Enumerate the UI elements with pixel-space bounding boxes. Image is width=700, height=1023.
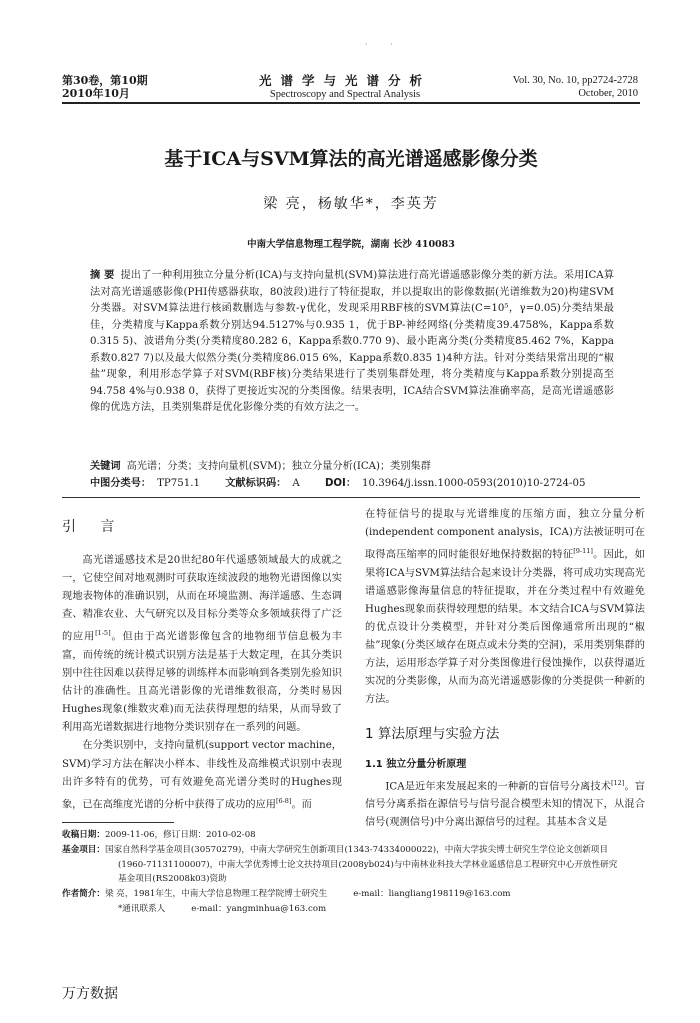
corresponding-email[interactable]: e-mail：yangminhua@163.com [191, 903, 327, 914]
clc-number: TP751.1 [157, 478, 200, 489]
abstract-label: 摘 要 [90, 270, 115, 281]
issue-info-cn [62, 74, 148, 100]
issue-info-en [470, 74, 638, 100]
fund-label: 基金项目： [62, 844, 105, 855]
section-1-heading: 1 算法原理与实验方法 [365, 726, 500, 743]
clc-label: 中图分类号： [90, 478, 152, 489]
journal-header [230, 74, 460, 101]
doc-code: A [292, 478, 300, 489]
keywords-block [90, 458, 614, 492]
doc-code-label: 文献标识码： [225, 478, 287, 489]
abstract [90, 268, 614, 417]
watermark-text: 万方数据 [62, 986, 118, 1002]
received-dates: 2009-11-06，修订日期：2010-02-08 [104, 830, 256, 840]
left-column [62, 518, 342, 814]
intro-paragraph-3: 在特征信号的提取与光谱维度的压缩方面，独立分量分析(independent component analysis，ICA)方法被证明可在取得高压缩率的同时能很好地保持数据的特征[9-11]。因此，如果将ICA与SVM算法结合起来设计分类器，将可成功实现高光谱遥感影像海量信息的特征提取，并在分类过程中有效避免Hughes现象而获得较理想的结果。本文结合ICA与SVM算法的优点设计分类模型，并针对分类后图像通常所出现的“椒盐”现象(分类区域存在斑点或未分类的空洞)，采用类别集群的方法，运用形态学算子对分类图像进行侵蚀操作，以获得逼近实况的分类影像，从而为高光谱遥感影像的分类提供一种新的方法。 [365, 509, 645, 706]
citation-6-8: [6-8] [275, 796, 292, 805]
fund-text-cont-1: (1960-71131100007)，中南大学优秀博士论文扶持项目(2008yb024)与中南林业科技大学林业遥感信息工程研究中心开放性研究 [118, 859, 618, 870]
citation-12: [12] [611, 778, 625, 787]
intro-heading: 引 言 [62, 519, 125, 535]
header-rule [62, 102, 640, 104]
ica-paragraph: ICA是近年来发展起来的一种新的盲信号分离技术[12]。盲信号分离系指在源信号与信号混合模型未知的情况下，从混合信号(观测信号)中分离出源信号的过程。其基本含义是 [365, 778, 645, 829]
fund-text: 国家自然科学基金项目(30570279)，中南大学研究生创新项目(1343-74334000022)，中南大学拔尖博士研究生学位论文创新项目 [104, 844, 608, 855]
fund-text-cont-2: 基金项目(RS2008k03)资助 [118, 874, 227, 885]
paper-title: 基于ICA与SVM算法的高光谱遥感影像分类 [164, 148, 538, 170]
affiliation: 中南大学信息物理工程学院，湖南 长沙 410083 [247, 239, 455, 250]
footnote-rule [62, 822, 174, 823]
decorative-dots: · · [365, 40, 403, 49]
intro-paragraph-1: 高光谱遥感技术是20世纪80年代遥感领域最大的成就之一，它使空间对地观测时可获取连续波段的地物光谱图像以实现地表物体的准确识别，从而在环境监测、海洋遥感、生态调查、精准农业、大气研究以及目标分类等众多领域获得了广泛的应用[1-5]。但由于高光谱影像包含的地物细节信息极为丰富，而传统的统计模式识别方法是基于大数定理，在其分类识别中往往因难以获得足够的训练样本而影响到各类别先验知识估计的准确性。且高光谱影像的光谱维数很高，分类时易因Hughes现象(维数灾难)而无法获得理想的结果，从而导致了利用高光谱数据进行地物分类识别存在一系列的问题。 [62, 555, 343, 734]
received-label: 收稿日期： [62, 830, 105, 840]
volume-cn: 第30卷，第10期 [62, 74, 148, 87]
citation-1-5: [1-5] [95, 629, 111, 638]
footnotes [62, 828, 640, 917]
journal-name-cn: 光谱学与光谱分析 [258, 73, 431, 88]
corresponding-label: *通讯联系人 [118, 903, 166, 914]
section-rule [62, 497, 640, 498]
intro-paragraph-2: 在分类识别中，支持向量机(support vector machine，SVM)学习方法在解决小样本、非线性及高维模式识别中表现出许多特有的优势，可有效避免高光谱分类时的Hughes现象，已在高维度光谱的分析中获得了成功的应用[6-8]。而 [62, 740, 342, 811]
author-email[interactable]: e-mail：liangliang198119@163.com [353, 889, 511, 900]
volume-en: Vol. 30, No. 10, pp2724-2728 [512, 75, 638, 86]
author-bio: 梁 亮，1981年生，中南大学信息物理工程学院博士研究生 [104, 889, 328, 900]
author-label: 作者简介： [62, 889, 105, 900]
right-column [365, 506, 645, 832]
journal-name-en: Spectroscopy and Spectral Analysis [269, 89, 421, 100]
keywords-label: 关键词 [90, 461, 121, 472]
authors: 梁 亮，杨敏华*，李英芳 [263, 196, 439, 212]
date-cn: 2010年10月 [62, 87, 130, 100]
doi-label: DOI： [324, 478, 357, 489]
keywords-text: 高光谱；分类；支持向量机(SVM)；独立分量分析(ICA)；类别集群 [126, 461, 431, 472]
citation-9-11: [9-11] [573, 547, 593, 556]
abstract-text: 提出了一种利用独立分量分析(ICA)与支持向量机(SVM)算法进行高光谱遥感影像分类的新方法。采用ICA算法对高光谱遥感影像(PHI传感器获取，80波段)进行了特征提取，并以提取出的影像数据(光谱维数为20)构建SVM分类器。对SVM算法进行核函数删选与参数-γ优化，发现采用RBF核的SVM算法(C=10⁵，γ=0.05)分类结果最佳，分类精度与Kappa系数分别达94.5127%与0.935 1，优于BP-神经网络(分类精度39.4758%，Kappa系数0.315 5)、波谱角分类(分类精度80.282 6，Kappa系数0.770 9)、最小距离分类(分类精度85.462 7%，Kappa系数0.827 7)以及最大似然分类(分类精度86.015 6%，Kappa系数0.835 1)4种方法。针对分类结果常出现的“椒盐”现象，利用形态学算子对SVM(RBF核)分类结果进行了类别集群处理，将分类精度与Kappa系数分别提高至94.758 4%与0.938 0，获得了更接近实况的分类图像。结果表明，ICA结合SVM算法准确率高，是高光谱遥感影像的优选方法，且类别集群是优化影像分类的有效方法之一。 [90, 270, 615, 413]
doi: 10.3964/j.issn.1000-0593(2010)10-2724-05 [362, 478, 586, 489]
subsection-1-1-heading: 1.1 独立分量分析原理 [365, 758, 467, 770]
date-en: October, 2010 [578, 88, 638, 99]
